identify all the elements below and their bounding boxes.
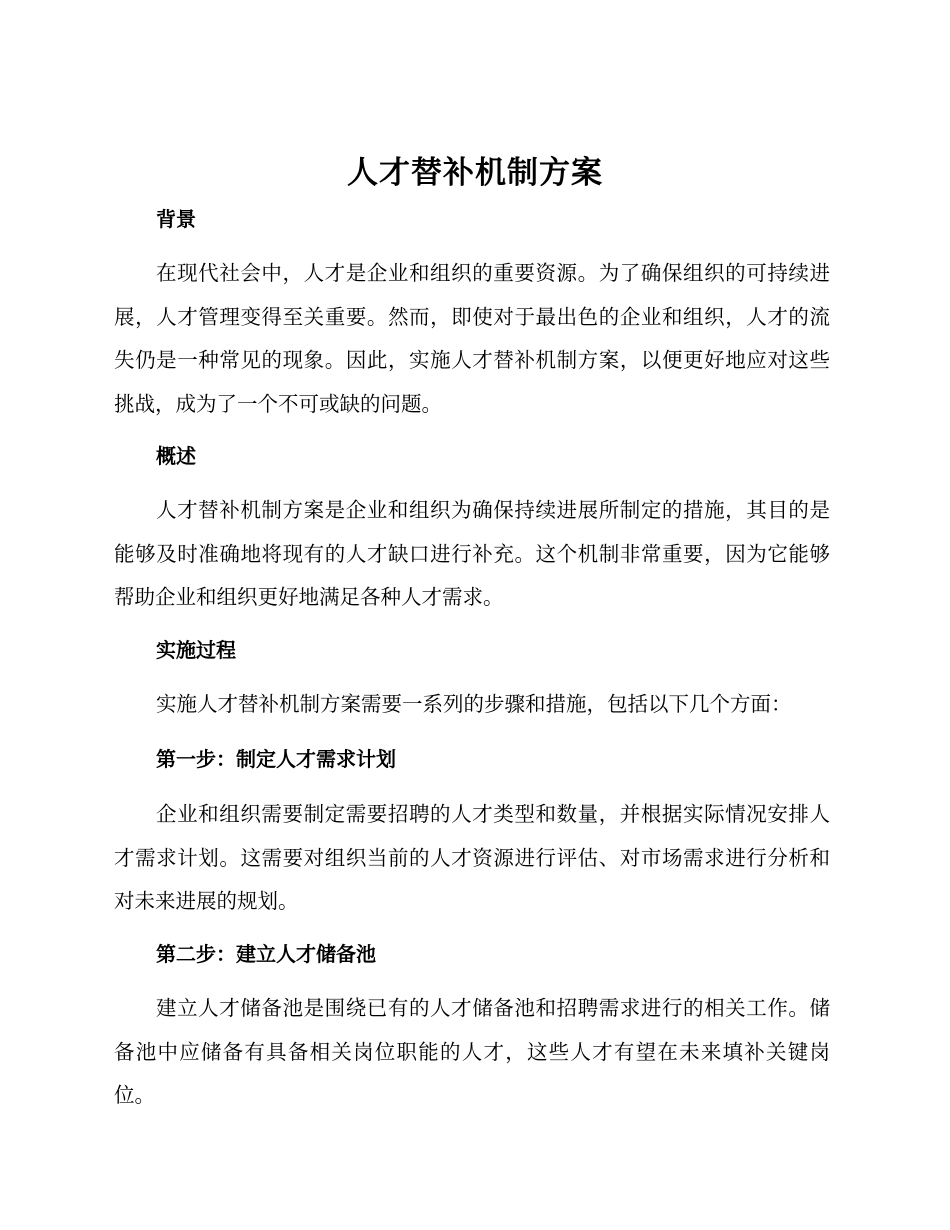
section-paragraph-step-one: 企业和组织需要制定需要招聘的人才类型和数量，并根据实际情况安排人才需求计划。这需要对组织当前的人才资源进行评估、对市场需求进行分析和对未来进展的规划。	[114, 802, 830, 913]
section-heading-background: 背景	[156, 207, 196, 231]
document-title: 人才替补机制方案	[347, 155, 603, 191]
section-paragraph-overview: 人才替补机制方案是企业和组织为确保持续进展所制定的措施，其目的是能够及时准确地将现有的人才缺口进行补充。这个机制非常重要，因为它能够帮助企业和组织更好地满足各种人才需求。	[114, 498, 830, 609]
section-heading-step-one: 第一步：制定人才需求计划	[156, 747, 396, 771]
section-paragraph-step-two: 建立人才储备池是围绕已有的人才储备池和招聘需求进行的相关工作。储备池中应储备有具备相关岗位职能的人才，这些人才有望在未来填补关键岗位。	[114, 996, 830, 1107]
section-paragraph-implementation: 实施人才替补机制方案需要一系列的步骤和措施，包括以下几个方面：	[156, 692, 792, 716]
section-paragraph-background: 在现代社会中，人才是企业和组织的重要资源。为了确保组织的可持续进展，人才管理变得至关重要。然而，即使对于最出色的企业和组织，人才的流失仍是一种常见的现象。因此，实施人才替补机制方案，以便更好地应对这些挑战，成为了一个不可或缺的问题。	[114, 261, 830, 416]
section-heading-step-two: 第二步：建立人才储备池	[156, 942, 376, 966]
section-heading-overview: 概述	[156, 444, 196, 468]
section-heading-implementation: 实施过程	[156, 638, 236, 662]
